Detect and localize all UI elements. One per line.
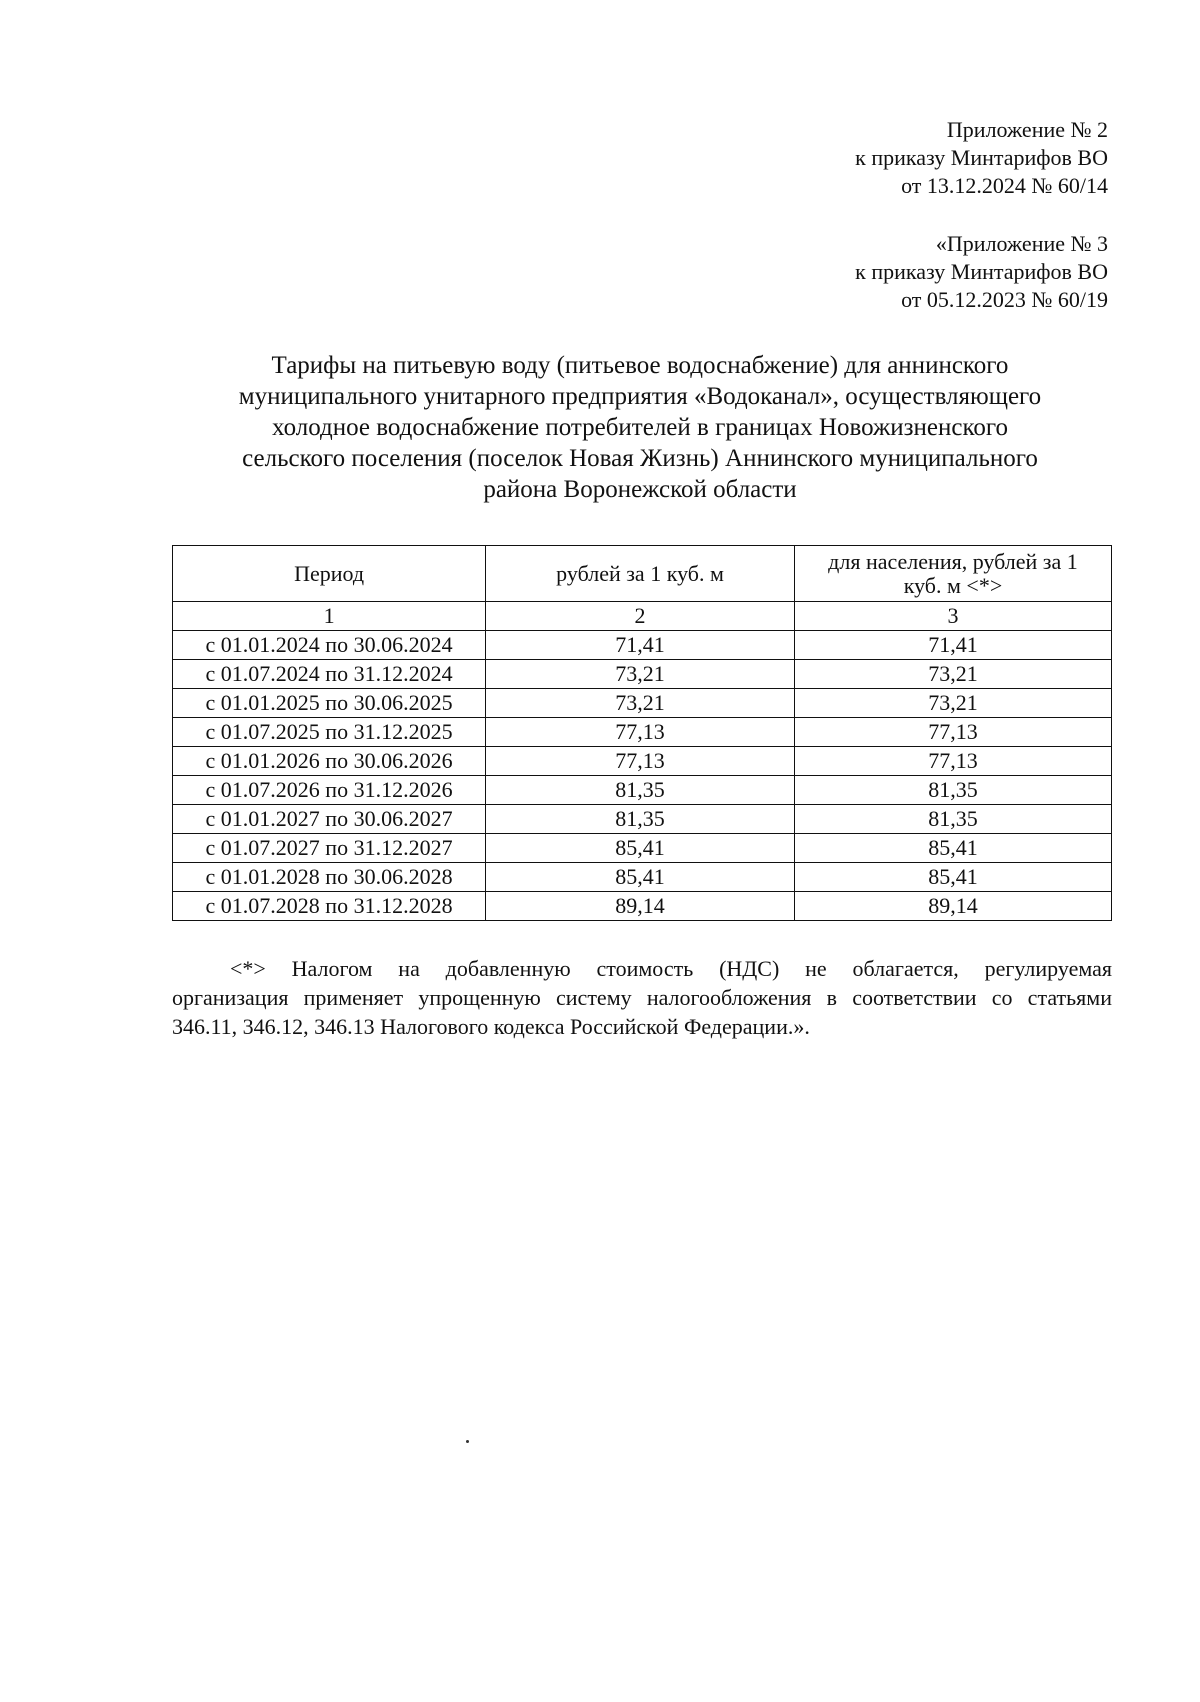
footnote-line: 346.11, 346.12, 346.13 Налогового кодекса Российской Федерации.».: [172, 1014, 810, 1039]
title-line: сельского поселения (поселок Новая Жизнь) Аннинского муниципального: [242, 445, 1038, 472]
header-population: [794, 546, 1111, 602]
cell-rub: 81,35: [486, 805, 795, 834]
cell-period: с 01.01.2027 по 30.06.2027: [173, 805, 486, 834]
footnote: [172, 954, 1112, 1041]
attachment-quote-line: к приказу Минтарифов ВО: [855, 259, 1108, 284]
cell-rub: 85,41: [486, 863, 795, 892]
cell-period: с 01.01.2026 по 30.06.2026: [173, 747, 486, 776]
cell-population: 89,14: [794, 892, 1111, 921]
cell-period: с 01.07.2024 по 31.12.2024: [173, 660, 486, 689]
table-row: [173, 892, 1112, 921]
table-row: [173, 805, 1112, 834]
column-number: 1: [173, 602, 486, 631]
table-header-row: [173, 546, 1112, 602]
cell-period: с 01.01.2025 по 30.06.2025: [173, 689, 486, 718]
cell-period: с 01.07.2028 по 31.12.2028: [173, 892, 486, 921]
cell-rub: 77,13: [486, 718, 795, 747]
cell-period: с 01.07.2025 по 31.12.2025: [173, 718, 486, 747]
header-rub: рублей за 1 куб. м: [486, 546, 795, 602]
cell-rub: 85,41: [486, 834, 795, 863]
attachment-header: [855, 116, 1108, 200]
cell-population: 71,41: [794, 631, 1111, 660]
cell-population: 77,13: [794, 718, 1111, 747]
cell-period: с 01.01.2028 по 30.06.2028: [173, 863, 486, 892]
column-number-row: [173, 602, 1112, 631]
cell-period: с 01.07.2026 по 31.12.2026: [173, 776, 486, 805]
cell-population: 73,21: [794, 660, 1111, 689]
footnote-line: <*> Налогом на добавленную стоимость (НДС) не облагается, регулируемая: [230, 956, 1112, 981]
column-number: 3: [794, 602, 1111, 631]
scan-speck: [466, 1440, 469, 1443]
cell-rub: 81,35: [486, 776, 795, 805]
cell-period: с 01.01.2024 по 30.06.2024: [173, 631, 486, 660]
cell-rub: 73,21: [486, 689, 795, 718]
cell-rub: 77,13: [486, 747, 795, 776]
table-row: [173, 776, 1112, 805]
footnote-line: организация применяет упрощенную систему налогообложения в соответствии со статьями: [172, 985, 1112, 1010]
title-line: холодное водоснабжение потребителей в границах Новожизненского: [272, 414, 1008, 441]
attachment-quote: [855, 230, 1108, 314]
table-row: [173, 660, 1112, 689]
table-row: [173, 718, 1112, 747]
cell-population: 85,41: [794, 834, 1111, 863]
attachment-quote-line: «Приложение № 3: [935, 231, 1108, 256]
table-row: [173, 834, 1112, 863]
tariff-table: [172, 545, 1112, 921]
header-period: Период: [173, 546, 486, 602]
cell-population: 81,35: [794, 805, 1111, 834]
cell-population: 85,41: [794, 863, 1111, 892]
cell-period: с 01.07.2027 по 31.12.2027: [173, 834, 486, 863]
table-row: [173, 863, 1112, 892]
header-population-line: куб. м <*>: [903, 572, 1003, 598]
cell-population: 81,35: [794, 776, 1111, 805]
table-row: [173, 747, 1112, 776]
attachment-header-line: Приложение № 2: [946, 117, 1108, 142]
header-population-line: для населения, рублей за 1: [828, 548, 1078, 574]
document-title: [170, 350, 1110, 505]
column-number: 2: [486, 602, 795, 631]
cell-population: 73,21: [794, 689, 1111, 718]
attachment-quote-line: от 05.12.2023 № 60/19: [901, 287, 1108, 312]
title-line: Тарифы на питьевую воду (питьевое водоснабжение) для аннинского: [271, 352, 1009, 379]
table-row: [173, 689, 1112, 718]
attachment-header-line: от 13.12.2024 № 60/14: [901, 173, 1108, 198]
title-line: района Воронежской области: [483, 476, 797, 503]
cell-rub: 73,21: [486, 660, 795, 689]
cell-rub: 71,41: [486, 631, 795, 660]
attachment-header-line: к приказу Минтарифов ВО: [855, 145, 1108, 170]
cell-population: 77,13: [794, 747, 1111, 776]
title-line: муниципального унитарного предприятия «Водоканал», осуществляющего: [238, 383, 1042, 410]
cell-rub: 89,14: [486, 892, 795, 921]
table-row: [173, 631, 1112, 660]
